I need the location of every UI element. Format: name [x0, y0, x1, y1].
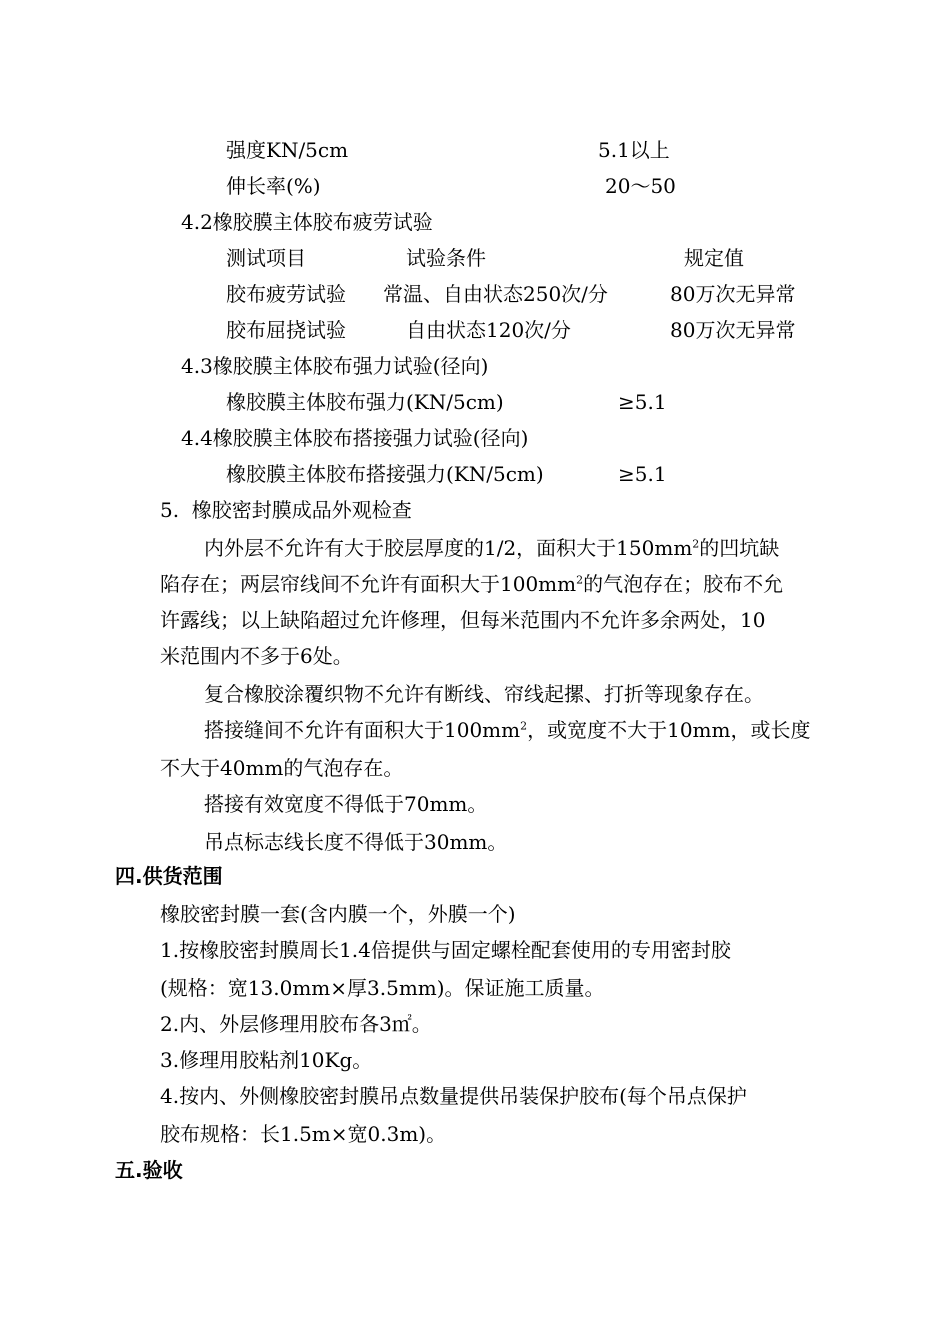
spec-strength-value: 5.1以上	[598, 138, 670, 162]
fatigue-header-value: 规定值	[684, 246, 744, 270]
section-4-4-title: 4.4橡胶膜主体胶布搭接强力试验(径向)	[181, 426, 529, 450]
fatigue-header-item: 测试项目	[226, 246, 306, 270]
spec-elongation-label: 伸长率(%)	[226, 174, 321, 198]
section-4-3-value: ≥5.1	[618, 390, 667, 414]
section-4-2-title: 4.2橡胶膜主体胶布疲劳试验	[181, 210, 433, 234]
fatigue-row-2-condition: 自由状态120次/分	[406, 318, 571, 342]
fatigue-row-1-value: 80万次无异常	[670, 282, 796, 306]
supply-line-0: 橡胶密封膜一套(含内膜一个，外膜一个)	[160, 902, 516, 926]
fatigue-row-1-item: 胶布疲劳试验	[226, 282, 346, 306]
section-5-paragraph-3-line-2: 不大于40mm的气泡存在。	[160, 756, 404, 780]
spec-elongation-value: 20～50	[605, 174, 676, 198]
section-4-3-title: 4.3橡胶膜主体胶布强力试验(径向)	[181, 354, 489, 378]
section-5-paragraph-3-line-1: 搭接缝间不允许有面积大于$100mm^2$，或宽度不大于10mm，或长度	[204, 718, 811, 742]
section-4-3-label: 橡胶膜主体胶布强力(KN/5cm)	[226, 390, 504, 414]
section-5-title: 5. 橡胶密封膜成品外观检查	[160, 498, 412, 522]
supply-line-2: (规格：宽13.0mm×厚3.5mm)。保证施工质量。	[160, 976, 605, 1000]
section-5-paragraph-1-line-3: 许露线；以上缺陷超过允许修理，但每米范围内不允许多余两处，10	[160, 608, 766, 632]
spec-strength-label: 强度KN/5cm	[226, 138, 349, 162]
fatigue-row-1-condition: 常温、自由状态250次/分	[383, 282, 608, 306]
heading-acceptance: 五.验收	[115, 1158, 183, 1182]
supply-line-4: 3.修理用胶粘剂10Kg。	[160, 1048, 373, 1072]
section-5-paragraph-5: 吊点标志线长度不得低于30mm。	[204, 830, 508, 854]
fatigue-row-2-value: 80万次无异常	[670, 318, 796, 342]
section-4-4-label: 橡胶膜主体胶布搭接强力(KN/5cm)	[226, 462, 544, 486]
supply-line-6: 胶布规格：长1.5m×宽0.3m)。	[160, 1122, 447, 1146]
section-5-paragraph-4: 搭接有效宽度不得低于70mm。	[204, 792, 488, 816]
section-5-paragraph-1-line-2: 陷存在；两层帘线间不允许有面积大于$100mm^2$的气泡存在；胶布不允	[160, 572, 784, 596]
section-5-paragraph-2: 复合橡胶涂覆织物不允许有断线、帘线起摞、打折等现象存在。	[204, 682, 764, 706]
section-5-paragraph-1-line-4: 米范围内不多于6处。	[160, 644, 353, 668]
fatigue-header-condition: 试验条件	[406, 246, 486, 270]
heading-supply-scope: 四.供货范围	[115, 864, 223, 888]
supply-line-3: 2.内、外层修理用胶布各3㎡。	[160, 1012, 432, 1036]
section-5-paragraph-1-line-1: 内外层不允许有大于胶层厚度的1/2，面积大于$150mm^2$的凹坑缺	[204, 536, 780, 560]
supply-line-1: 1.按橡胶密封膜周长1.4倍提供与固定螺栓配套使用的专用密封胶	[160, 938, 731, 962]
supply-line-5: 4.按内、外侧橡胶密封膜吊点数量提供吊装保护胶布(每个吊点保护	[160, 1084, 747, 1108]
section-4-4-value: ≥5.1	[618, 462, 667, 486]
fatigue-row-2-item: 胶布屈挠试验	[226, 318, 346, 342]
